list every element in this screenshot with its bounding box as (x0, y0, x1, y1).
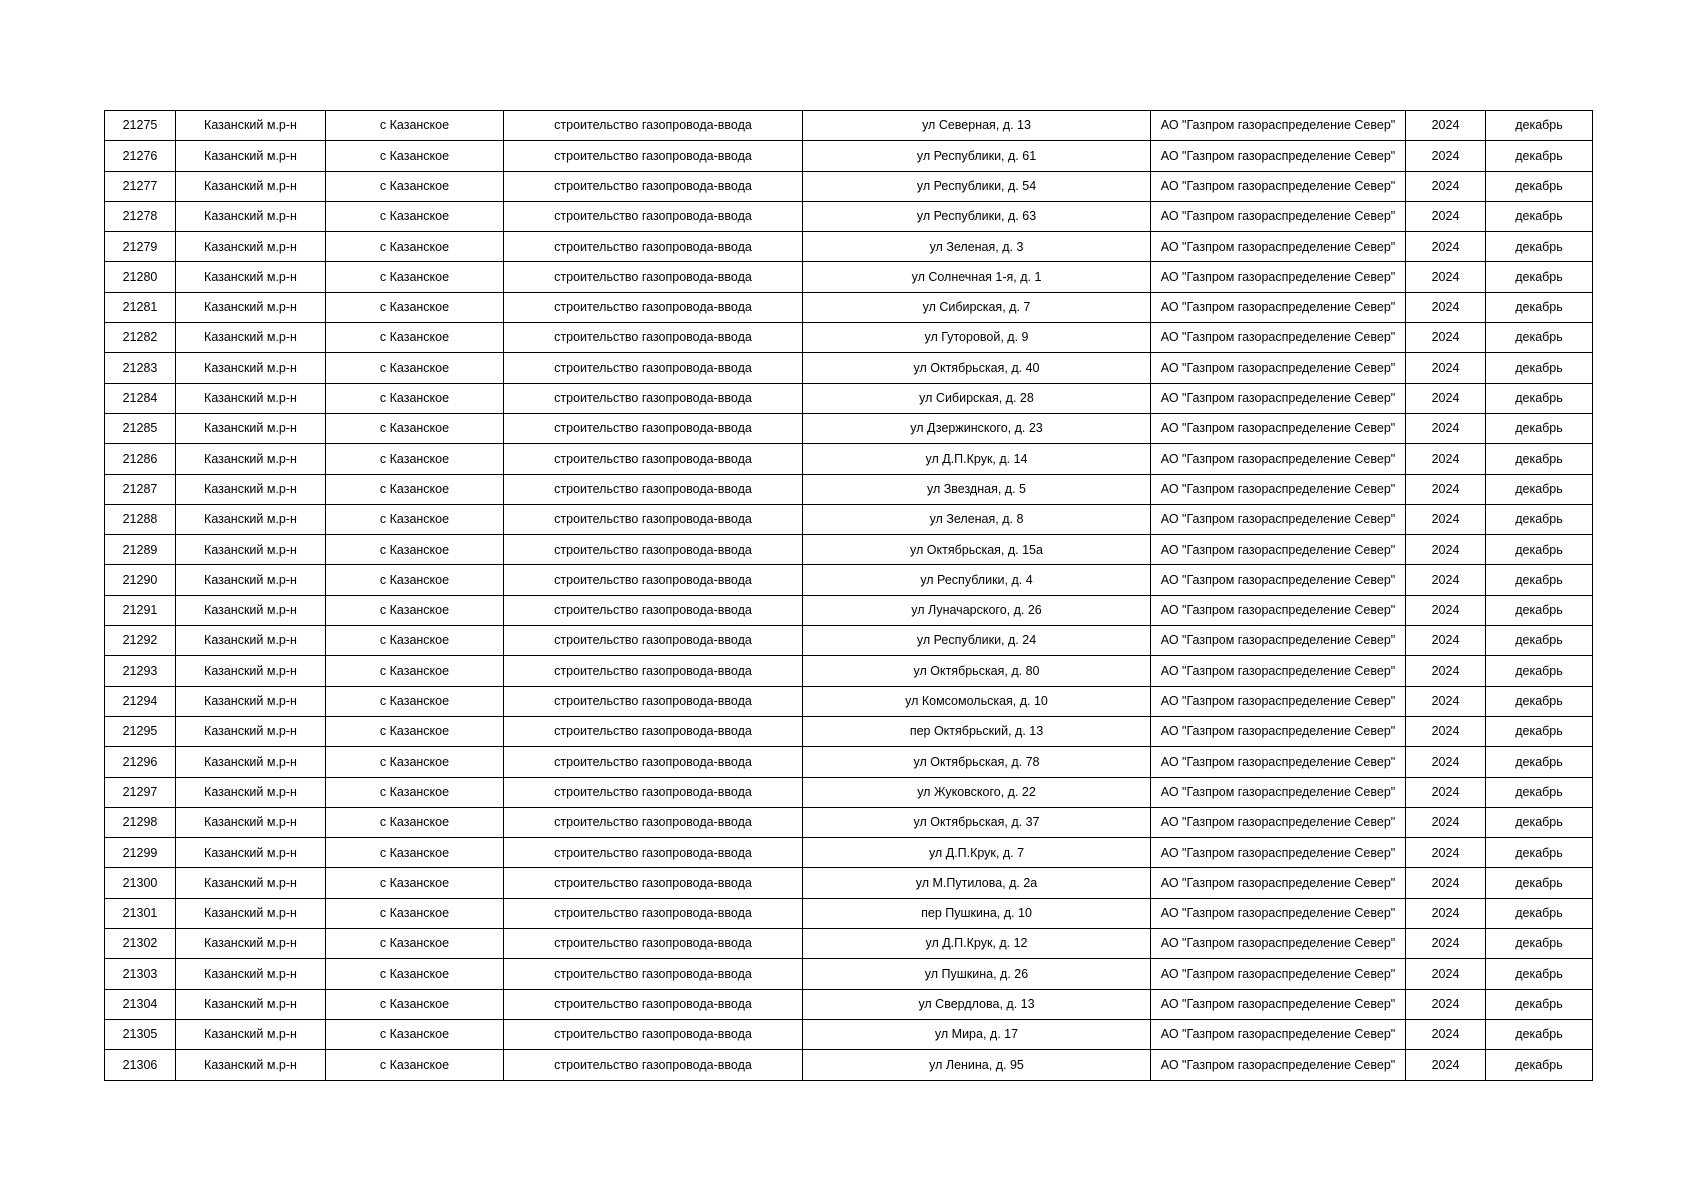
district-cell: Казанский м.р-н (176, 353, 326, 383)
year-cell: 2024 (1406, 413, 1486, 443)
month-cell: декабрь (1486, 232, 1593, 262)
settlement-cell: с Казанское (326, 838, 504, 868)
table-row (105, 474, 1593, 504)
settlement-cell: с Казанское (326, 474, 504, 504)
table-row (105, 686, 1593, 716)
district-cell: Казанский м.р-н (176, 141, 326, 171)
organization-cell: АО "Газпром газораспределение Север" (1151, 565, 1406, 595)
work-type-cell: строительство газопровода-ввода (504, 292, 803, 322)
settlement-cell: с Казанское (326, 535, 504, 565)
work-type-cell: строительство газопровода-ввода (504, 474, 803, 504)
address-cell: ул Д.П.Крук, д. 7 (803, 838, 1151, 868)
month-cell: декабрь (1486, 474, 1593, 504)
settlement-cell: с Казанское (326, 716, 504, 746)
year-cell: 2024 (1406, 686, 1486, 716)
year-cell: 2024 (1406, 444, 1486, 474)
organization-cell: АО "Газпром газораспределение Север" (1151, 444, 1406, 474)
settlement-cell: с Казанское (326, 232, 504, 262)
district-cell: Казанский м.р-н (176, 383, 326, 413)
month-cell: декабрь (1486, 959, 1593, 989)
table-row (105, 868, 1593, 898)
table-row (105, 504, 1593, 534)
table-row (105, 807, 1593, 837)
organization-cell: АО "Газпром газораспределение Север" (1151, 626, 1406, 656)
month-cell: декабрь (1486, 1019, 1593, 1049)
address-cell: ул Гуторовой, д. 9 (803, 323, 1151, 353)
year-cell: 2024 (1406, 898, 1486, 928)
organization-cell: АО "Газпром газораспределение Север" (1151, 474, 1406, 504)
district-cell: Казанский м.р-н (176, 444, 326, 474)
organization-cell: АО "Газпром газораспределение Север" (1151, 141, 1406, 171)
table-row (105, 989, 1593, 1019)
district-cell: Казанский м.р-н (176, 535, 326, 565)
address-cell: пер Октябрьский, д. 13 (803, 716, 1151, 746)
year-cell: 2024 (1406, 171, 1486, 201)
settlement-cell: с Казанское (326, 595, 504, 625)
work-type-cell: строительство газопровода-ввода (504, 323, 803, 353)
year-cell: 2024 (1406, 959, 1486, 989)
settlement-cell: с Казанское (326, 323, 504, 353)
record-number-cell: 21306 (105, 1050, 176, 1080)
table-row (105, 323, 1593, 353)
address-cell: ул Зеленая, д. 3 (803, 232, 1151, 262)
year-cell: 2024 (1406, 111, 1486, 141)
organization-cell: АО "Газпром газораспределение Север" (1151, 323, 1406, 353)
address-cell: ул Северная, д. 13 (803, 111, 1151, 141)
record-number-cell: 21300 (105, 868, 176, 898)
district-cell: Казанский м.р-н (176, 201, 326, 231)
month-cell: декабрь (1486, 716, 1593, 746)
year-cell: 2024 (1406, 656, 1486, 686)
table-row (105, 141, 1593, 171)
table-row (105, 777, 1593, 807)
work-type-cell: строительство газопровода-ввода (504, 989, 803, 1019)
work-type-cell: строительство газопровода-ввода (504, 141, 803, 171)
year-cell: 2024 (1406, 989, 1486, 1019)
settlement-cell: с Казанское (326, 1050, 504, 1080)
address-cell: пер Пушкина, д. 10 (803, 898, 1151, 928)
organization-cell: АО "Газпром газораспределение Север" (1151, 201, 1406, 231)
settlement-cell: с Казанское (326, 141, 504, 171)
district-cell: Казанский м.р-н (176, 838, 326, 868)
table-row (105, 626, 1593, 656)
month-cell: декабрь (1486, 383, 1593, 413)
month-cell: декабрь (1486, 807, 1593, 837)
settlement-cell: с Казанское (326, 626, 504, 656)
year-cell: 2024 (1406, 807, 1486, 837)
record-number-cell: 21295 (105, 716, 176, 746)
table-row (105, 1050, 1593, 1080)
address-cell: ул Мира, д. 17 (803, 1019, 1151, 1049)
record-number-cell: 21286 (105, 444, 176, 474)
year-cell: 2024 (1406, 626, 1486, 656)
record-number-cell: 21280 (105, 262, 176, 292)
record-number-cell: 21293 (105, 656, 176, 686)
address-cell: ул Свердлова, д. 13 (803, 989, 1151, 1019)
record-number-cell: 21288 (105, 504, 176, 534)
organization-cell: АО "Газпром газораспределение Север" (1151, 595, 1406, 625)
month-cell: декабрь (1486, 656, 1593, 686)
address-cell: ул Пушкина, д. 26 (803, 959, 1151, 989)
address-cell: ул Д.П.Крук, д. 14 (803, 444, 1151, 474)
record-number-cell: 21279 (105, 232, 176, 262)
year-cell: 2024 (1406, 141, 1486, 171)
district-cell: Казанский м.р-н (176, 474, 326, 504)
district-cell: Казанский м.р-н (176, 716, 326, 746)
address-cell: ул Республики, д. 4 (803, 565, 1151, 595)
district-cell: Казанский м.р-н (176, 232, 326, 262)
year-cell: 2024 (1406, 474, 1486, 504)
record-number-cell: 21304 (105, 989, 176, 1019)
organization-cell: АО "Газпром газораспределение Север" (1151, 413, 1406, 443)
organization-cell: АО "Газпром газораспределение Север" (1151, 111, 1406, 141)
record-number-cell: 21287 (105, 474, 176, 504)
year-cell: 2024 (1406, 201, 1486, 231)
work-type-cell: строительство газопровода-ввода (504, 777, 803, 807)
organization-cell: АО "Газпром газораспределение Север" (1151, 959, 1406, 989)
work-type-cell: строительство газопровода-ввода (504, 838, 803, 868)
settlement-cell: с Казанское (326, 1019, 504, 1049)
work-type-cell: строительство газопровода-ввода (504, 959, 803, 989)
record-number-cell: 21282 (105, 323, 176, 353)
settlement-cell: с Казанское (326, 444, 504, 474)
year-cell: 2024 (1406, 777, 1486, 807)
district-cell: Казанский м.р-н (176, 626, 326, 656)
work-type-cell: строительство газопровода-ввода (504, 111, 803, 141)
table-row (105, 111, 1593, 141)
table-row (105, 232, 1593, 262)
address-cell: ул Луначарского, д. 26 (803, 595, 1151, 625)
month-cell: декабрь (1486, 535, 1593, 565)
settlement-cell: с Казанское (326, 807, 504, 837)
month-cell: декабрь (1486, 262, 1593, 292)
district-cell: Казанский м.р-н (176, 262, 326, 292)
year-cell: 2024 (1406, 232, 1486, 262)
district-cell: Казанский м.р-н (176, 989, 326, 1019)
work-type-cell: строительство газопровода-ввода (504, 353, 803, 383)
month-cell: декабрь (1486, 111, 1593, 141)
address-cell: ул Республики, д. 63 (803, 201, 1151, 231)
work-type-cell: строительство газопровода-ввода (504, 747, 803, 777)
address-cell: ул Октябрьская, д. 15а (803, 535, 1151, 565)
month-cell: декабрь (1486, 686, 1593, 716)
table-row (105, 716, 1593, 746)
settlement-cell: с Казанское (326, 504, 504, 534)
year-cell: 2024 (1406, 323, 1486, 353)
address-cell: ул Жуковского, д. 22 (803, 777, 1151, 807)
organization-cell: АО "Газпром газораспределение Север" (1151, 686, 1406, 716)
work-type-cell: строительство газопровода-ввода (504, 898, 803, 928)
organization-cell: АО "Газпром газораспределение Север" (1151, 868, 1406, 898)
month-cell: декабрь (1486, 868, 1593, 898)
organization-cell: АО "Газпром газораспределение Север" (1151, 353, 1406, 383)
table-row (105, 444, 1593, 474)
record-number-cell: 21296 (105, 747, 176, 777)
month-cell: декабрь (1486, 565, 1593, 595)
organization-cell: АО "Газпром газораспределение Север" (1151, 232, 1406, 262)
table-row (105, 292, 1593, 322)
table-row (105, 929, 1593, 959)
year-cell: 2024 (1406, 535, 1486, 565)
district-cell: Казанский м.р-н (176, 777, 326, 807)
work-type-cell: строительство газопровода-ввода (504, 716, 803, 746)
table-row (105, 838, 1593, 868)
address-cell: ул Октябрьская, д. 37 (803, 807, 1151, 837)
district-cell: Казанский м.р-н (176, 959, 326, 989)
district-cell: Казанский м.р-н (176, 1019, 326, 1049)
month-cell: декабрь (1486, 898, 1593, 928)
month-cell: декабрь (1486, 171, 1593, 201)
month-cell: декабрь (1486, 201, 1593, 231)
work-type-cell: строительство газопровода-ввода (504, 929, 803, 959)
table-row (105, 413, 1593, 443)
organization-cell: АО "Газпром газораспределение Север" (1151, 292, 1406, 322)
settlement-cell: с Казанское (326, 656, 504, 686)
district-cell: Казанский м.р-н (176, 898, 326, 928)
organization-cell: АО "Газпром газораспределение Север" (1151, 1050, 1406, 1080)
settlement-cell: с Казанское (326, 292, 504, 322)
organization-cell: АО "Газпром газораспределение Север" (1151, 716, 1406, 746)
settlement-cell: с Казанское (326, 171, 504, 201)
district-cell: Казанский м.р-н (176, 1050, 326, 1080)
work-type-cell: строительство газопровода-ввода (504, 807, 803, 837)
record-number-cell: 21281 (105, 292, 176, 322)
work-type-cell: строительство газопровода-ввода (504, 595, 803, 625)
year-cell: 2024 (1406, 838, 1486, 868)
address-cell: ул Комсомольская, д. 10 (803, 686, 1151, 716)
month-cell: декабрь (1486, 747, 1593, 777)
work-type-cell: строительство газопровода-ввода (504, 686, 803, 716)
table-row (105, 353, 1593, 383)
address-cell: ул Республики, д. 61 (803, 141, 1151, 171)
address-cell: ул Зеленая, д. 8 (803, 504, 1151, 534)
settlement-cell: с Казанское (326, 413, 504, 443)
record-number-cell: 21289 (105, 535, 176, 565)
district-cell: Казанский м.р-н (176, 504, 326, 534)
table-row (105, 959, 1593, 989)
record-number-cell: 21302 (105, 929, 176, 959)
district-cell: Казанский м.р-н (176, 747, 326, 777)
district-cell: Казанский м.р-н (176, 656, 326, 686)
record-number-cell: 21275 (105, 111, 176, 141)
table-body (105, 111, 1593, 1081)
address-cell: ул М.Путилова, д. 2а (803, 868, 1151, 898)
work-type-cell: строительство газопровода-ввода (504, 504, 803, 534)
organization-cell: АО "Газпром газораспределение Север" (1151, 383, 1406, 413)
month-cell: декабрь (1486, 323, 1593, 353)
organization-cell: АО "Газпром газораспределение Север" (1151, 504, 1406, 534)
month-cell: декабрь (1486, 626, 1593, 656)
work-type-cell: строительство газопровода-ввода (504, 565, 803, 595)
work-type-cell: строительство газопровода-ввода (504, 535, 803, 565)
table-row (105, 201, 1593, 231)
table-row (105, 747, 1593, 777)
year-cell: 2024 (1406, 292, 1486, 322)
settlement-cell: с Казанское (326, 383, 504, 413)
table-row (105, 535, 1593, 565)
settlement-cell: с Казанское (326, 747, 504, 777)
record-number-cell: 21294 (105, 686, 176, 716)
record-number-cell: 21284 (105, 383, 176, 413)
work-type-cell: строительство газопровода-ввода (504, 413, 803, 443)
work-type-cell: строительство газопровода-ввода (504, 444, 803, 474)
year-cell: 2024 (1406, 504, 1486, 534)
year-cell: 2024 (1406, 353, 1486, 383)
year-cell: 2024 (1406, 1019, 1486, 1049)
address-cell: ул Д.П.Крук, д. 12 (803, 929, 1151, 959)
district-cell: Казанский м.р-н (176, 686, 326, 716)
work-type-cell: строительство газопровода-ввода (504, 1019, 803, 1049)
settlement-cell: с Казанское (326, 565, 504, 595)
organization-cell: АО "Газпром газораспределение Север" (1151, 898, 1406, 928)
address-cell: ул Октябрьская, д. 40 (803, 353, 1151, 383)
district-cell: Казанский м.р-н (176, 868, 326, 898)
address-cell: ул Дзержинского, д. 23 (803, 413, 1151, 443)
month-cell: декабрь (1486, 838, 1593, 868)
organization-cell: АО "Газпром газораспределение Север" (1151, 656, 1406, 686)
record-number-cell: 21303 (105, 959, 176, 989)
settlement-cell: с Казанское (326, 201, 504, 231)
district-cell: Казанский м.р-н (176, 323, 326, 353)
record-number-cell: 21297 (105, 777, 176, 807)
year-cell: 2024 (1406, 565, 1486, 595)
work-type-cell: строительство газопровода-ввода (504, 868, 803, 898)
address-cell: ул Солнечная 1-я, д. 1 (803, 262, 1151, 292)
district-cell: Казанский м.р-н (176, 171, 326, 201)
month-cell: декабрь (1486, 989, 1593, 1019)
settlement-cell: с Казанское (326, 353, 504, 383)
settlement-cell: с Казанское (326, 868, 504, 898)
settlement-cell: с Казанское (326, 959, 504, 989)
address-cell: ул Сибирская, д. 7 (803, 292, 1151, 322)
month-cell: декабрь (1486, 595, 1593, 625)
year-cell: 2024 (1406, 1050, 1486, 1080)
work-type-cell: строительство газопровода-ввода (504, 201, 803, 231)
month-cell: декабрь (1486, 504, 1593, 534)
record-number-cell: 21276 (105, 141, 176, 171)
data-table (104, 110, 1593, 1081)
month-cell: декабрь (1486, 1050, 1593, 1080)
settlement-cell: с Казанское (326, 111, 504, 141)
month-cell: декабрь (1486, 141, 1593, 171)
record-number-cell: 21291 (105, 595, 176, 625)
year-cell: 2024 (1406, 716, 1486, 746)
year-cell: 2024 (1406, 929, 1486, 959)
district-cell: Казанский м.р-н (176, 413, 326, 443)
record-number-cell: 21298 (105, 807, 176, 837)
organization-cell: АО "Газпром газораспределение Север" (1151, 171, 1406, 201)
year-cell: 2024 (1406, 262, 1486, 292)
work-type-cell: строительство газопровода-ввода (504, 171, 803, 201)
settlement-cell: с Казанское (326, 898, 504, 928)
table-row (105, 171, 1593, 201)
month-cell: декабрь (1486, 929, 1593, 959)
organization-cell: АО "Газпром газораспределение Север" (1151, 807, 1406, 837)
district-cell: Казанский м.р-н (176, 807, 326, 837)
record-number-cell: 21301 (105, 898, 176, 928)
year-cell: 2024 (1406, 868, 1486, 898)
year-cell: 2024 (1406, 747, 1486, 777)
table-row (105, 595, 1593, 625)
year-cell: 2024 (1406, 595, 1486, 625)
month-cell: декабрь (1486, 353, 1593, 383)
address-cell: ул Республики, д. 54 (803, 171, 1151, 201)
month-cell: декабрь (1486, 292, 1593, 322)
record-number-cell: 21277 (105, 171, 176, 201)
table-row (105, 656, 1593, 686)
settlement-cell: с Казанское (326, 262, 504, 292)
district-cell: Казанский м.р-н (176, 595, 326, 625)
work-type-cell: строительство газопровода-ввода (504, 232, 803, 262)
organization-cell: АО "Газпром газораспределение Север" (1151, 1019, 1406, 1049)
table-row (105, 898, 1593, 928)
district-cell: Казанский м.р-н (176, 111, 326, 141)
record-number-cell: 21278 (105, 201, 176, 231)
district-cell: Казанский м.р-н (176, 565, 326, 595)
work-type-cell: строительство газопровода-ввода (504, 626, 803, 656)
organization-cell: АО "Газпром газораспределение Север" (1151, 838, 1406, 868)
district-cell: Казанский м.р-н (176, 292, 326, 322)
table-row (105, 383, 1593, 413)
organization-cell: АО "Газпром газораспределение Север" (1151, 262, 1406, 292)
organization-cell: АО "Газпром газораспределение Север" (1151, 929, 1406, 959)
work-type-cell: строительство газопровода-ввода (504, 262, 803, 292)
settlement-cell: с Казанское (326, 686, 504, 716)
organization-cell: АО "Газпром газораспределение Север" (1151, 777, 1406, 807)
address-cell: ул Октябрьская, д. 80 (803, 656, 1151, 686)
settlement-cell: с Казанское (326, 989, 504, 1019)
work-type-cell: строительство газопровода-ввода (504, 383, 803, 413)
organization-cell: АО "Газпром газораспределение Север" (1151, 535, 1406, 565)
work-type-cell: строительство газопровода-ввода (504, 656, 803, 686)
month-cell: декабрь (1486, 444, 1593, 474)
record-number-cell: 21285 (105, 413, 176, 443)
table-row (105, 262, 1593, 292)
organization-cell: АО "Газпром газораспределение Север" (1151, 747, 1406, 777)
record-number-cell: 21299 (105, 838, 176, 868)
address-cell: ул Ленина, д. 95 (803, 1050, 1151, 1080)
district-cell: Казанский м.р-н (176, 929, 326, 959)
month-cell: декабрь (1486, 777, 1593, 807)
settlement-cell: с Казанское (326, 929, 504, 959)
address-cell: ул Звездная, д. 5 (803, 474, 1151, 504)
address-cell: ул Республики, д. 24 (803, 626, 1151, 656)
record-number-cell: 21283 (105, 353, 176, 383)
month-cell: декабрь (1486, 413, 1593, 443)
record-number-cell: 21292 (105, 626, 176, 656)
table-row (105, 565, 1593, 595)
year-cell: 2024 (1406, 383, 1486, 413)
organization-cell: АО "Газпром газораспределение Север" (1151, 989, 1406, 1019)
settlement-cell: с Казанское (326, 777, 504, 807)
address-cell: ул Сибирская, д. 28 (803, 383, 1151, 413)
record-number-cell: 21305 (105, 1019, 176, 1049)
address-cell: ул Октябрьская, д. 78 (803, 747, 1151, 777)
table-row (105, 1019, 1593, 1049)
work-type-cell: строительство газопровода-ввода (504, 1050, 803, 1080)
record-number-cell: 21290 (105, 565, 176, 595)
